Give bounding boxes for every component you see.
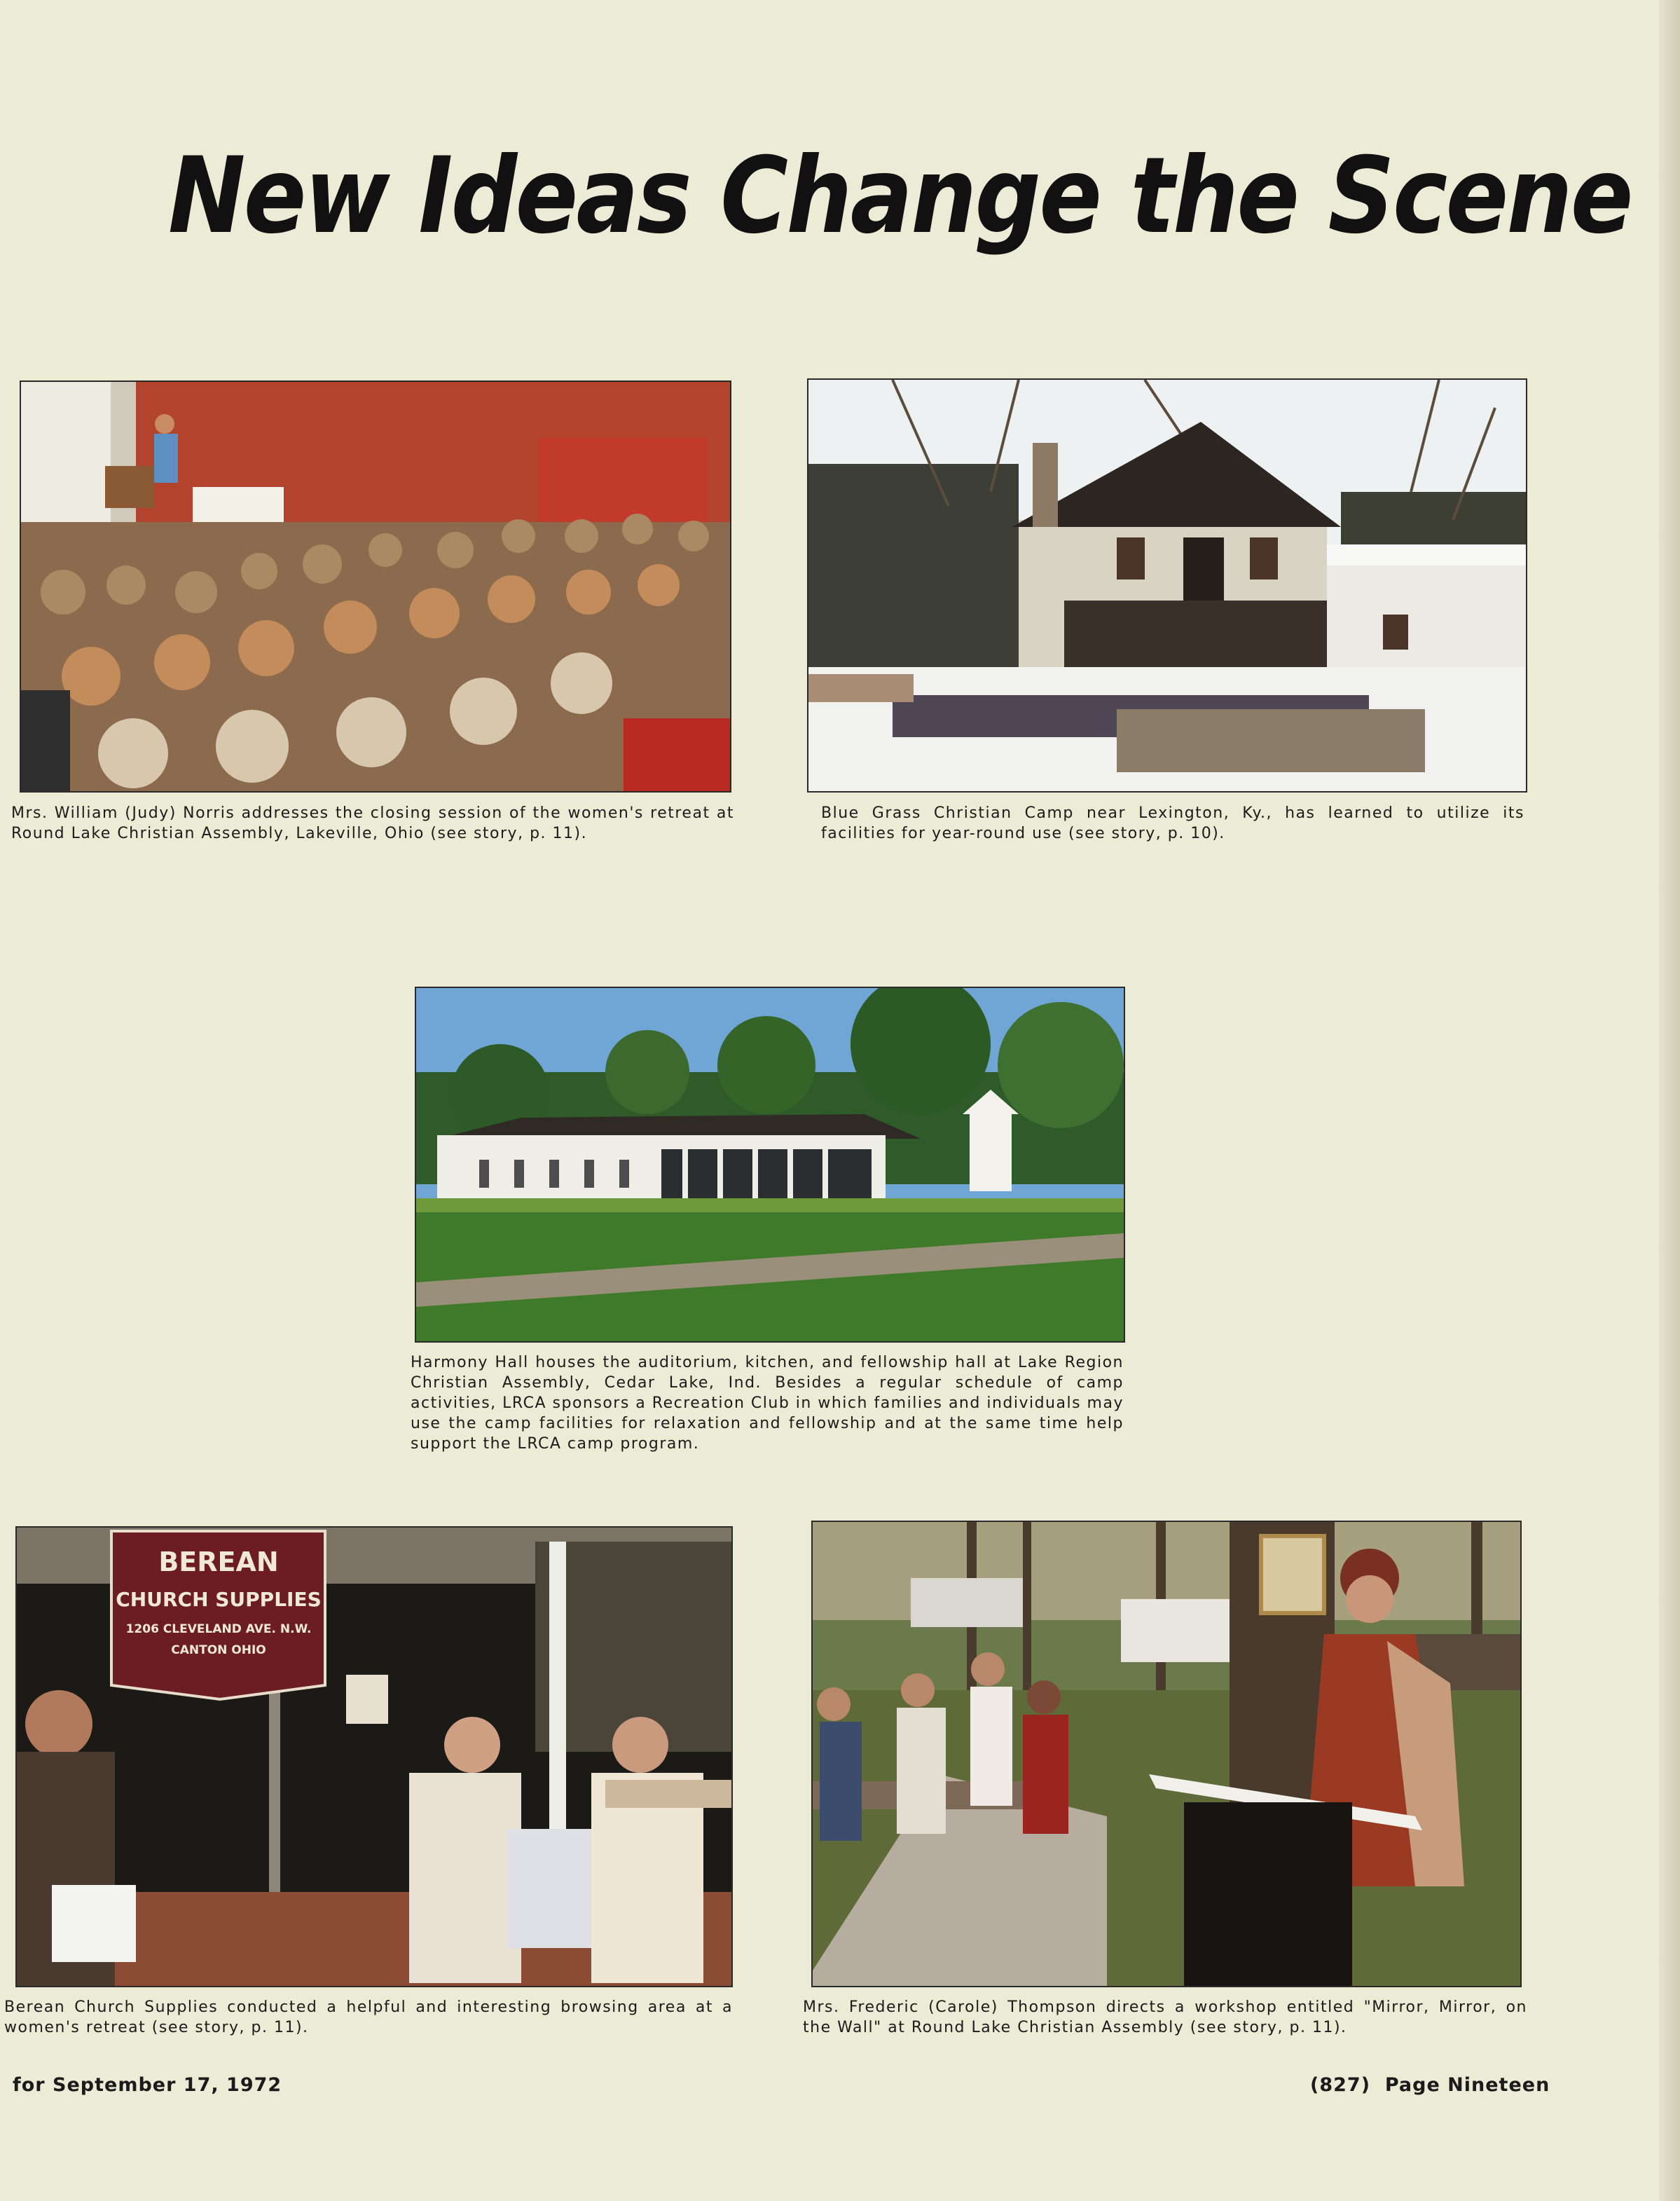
page-edge [1659, 0, 1680, 2201]
banner-line-3: 1206 CLEVELAND AVE. N.W. [125, 1622, 312, 1636]
photo-berean-church-supplies [15, 1526, 733, 1987]
footer-left: for September 17, 1972 [13, 2074, 282, 2096]
photo-retreat-session [20, 380, 731, 793]
photo-blue-grass-camp [807, 378, 1527, 793]
banner-line-1: BEREAN [158, 1547, 279, 1577]
caption-harmony-hall: Harmony Hall houses the auditorium, kitchen, and fellowship hall at Lake Region Christian Assembly, Cedar Lake, Ind. Besides a regular schedule of camp activities, LRCA sponsors a Recreation Club in which families and individuals may use the camp facilities for relaxation and fellowship and at the same time help support the LRCA camp program. [411, 1354, 1124, 1453]
caption-mirror-workshop: Mrs. Frederic (Carole) Thompson directs a workshop entitled "Mirror, Mirror, on the Wall" at Round Lake Christian Assembly (see story, p. 11). [803, 1998, 1527, 2036]
photo-mirror-workshop [811, 1521, 1522, 1987]
caption-berean-church-supplies: Berean Church Supplies conducted a helpful and interesting browsing area at a women's retreat (see story, p. 11). [4, 1998, 733, 2036]
footer-right: (827) Page Nineteen [1310, 2074, 1550, 2096]
banner-line-4: CANTON OHIO [171, 1643, 266, 1657]
banner-line-2: CHURCH SUPPLIES [116, 1588, 322, 1611]
page-headline: New Ideas Change the Scene [168, 135, 1632, 257]
caption-blue-grass-camp: Blue Grass Christian Camp near Lexington, Ky., has learned to utilize its facilities for year-round use (see story, p. 10). [821, 804, 1524, 842]
photo-harmony-hall [415, 987, 1125, 1343]
caption-retreat-session: Mrs. William (Judy) Norris addresses the closing session of the women's retreat at Round Lake Christian Assembly, Lakeville, Ohio (see story, p. 11). [11, 804, 734, 842]
